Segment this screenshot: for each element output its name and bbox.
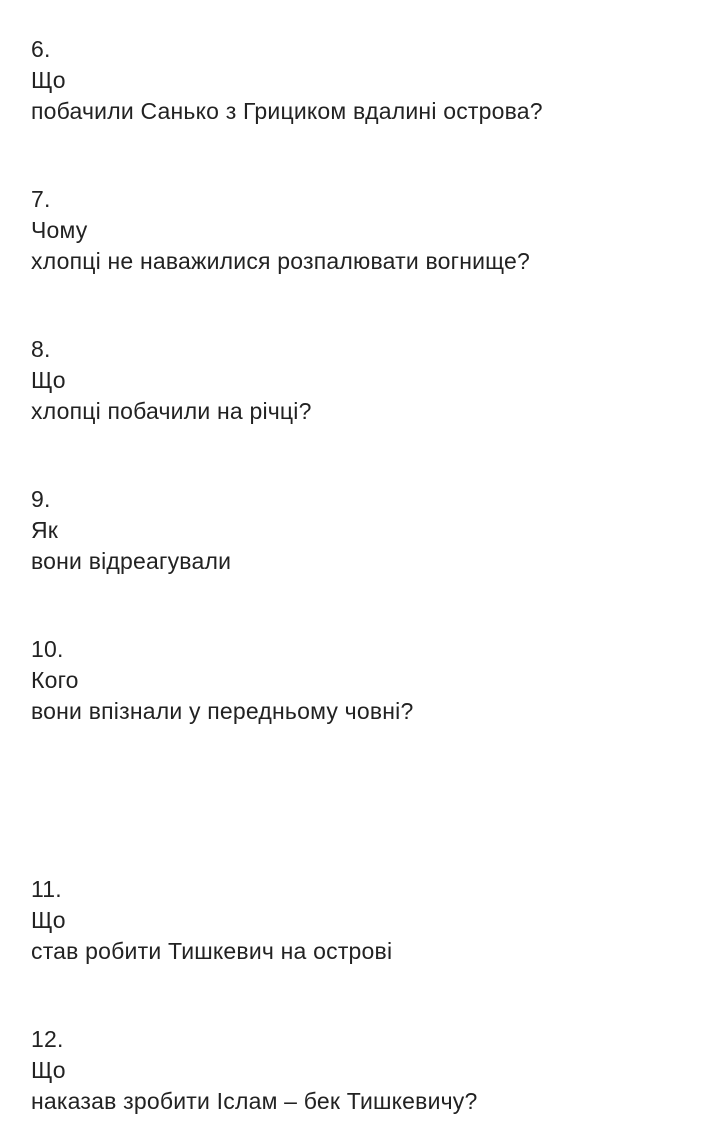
question-text: вони відреагували [31,548,232,574]
question-first-word: Що [31,367,66,393]
question-10 [31,634,413,727]
question-number: 9. [31,486,51,512]
question-number: 10. [31,636,64,662]
question-number: 8. [31,336,51,362]
question-12 [31,1024,478,1117]
question-first-word: Кого [31,667,79,693]
question-9 [31,484,231,577]
question-text: хлопці побачили на річці? [31,398,312,424]
question-text: вони впізнали у передньому човні? [31,698,414,724]
question-text: став робити Тишкевич на острові [31,938,393,964]
question-6 [31,34,543,127]
question-number: 12. [31,1026,64,1052]
question-first-word: Що [31,1057,66,1083]
question-first-word: Чому [31,217,88,243]
question-number: 6. [31,36,51,62]
question-text: хлопці не наважилися розпалювати вогнище? [31,248,531,274]
question-first-word: Як [31,517,59,543]
question-11 [31,874,392,967]
question-text: наказав зробити Іслам – бек Тишкевичу? [31,1088,478,1114]
question-text: побачили Санько з Грициком вдалині острова? [31,98,543,124]
question-7 [31,184,530,277]
question-first-word: Що [31,907,66,933]
question-number: 11. [31,876,62,902]
question-8 [31,334,312,427]
question-number: 7. [31,186,51,212]
question-first-word: Що [31,67,66,93]
